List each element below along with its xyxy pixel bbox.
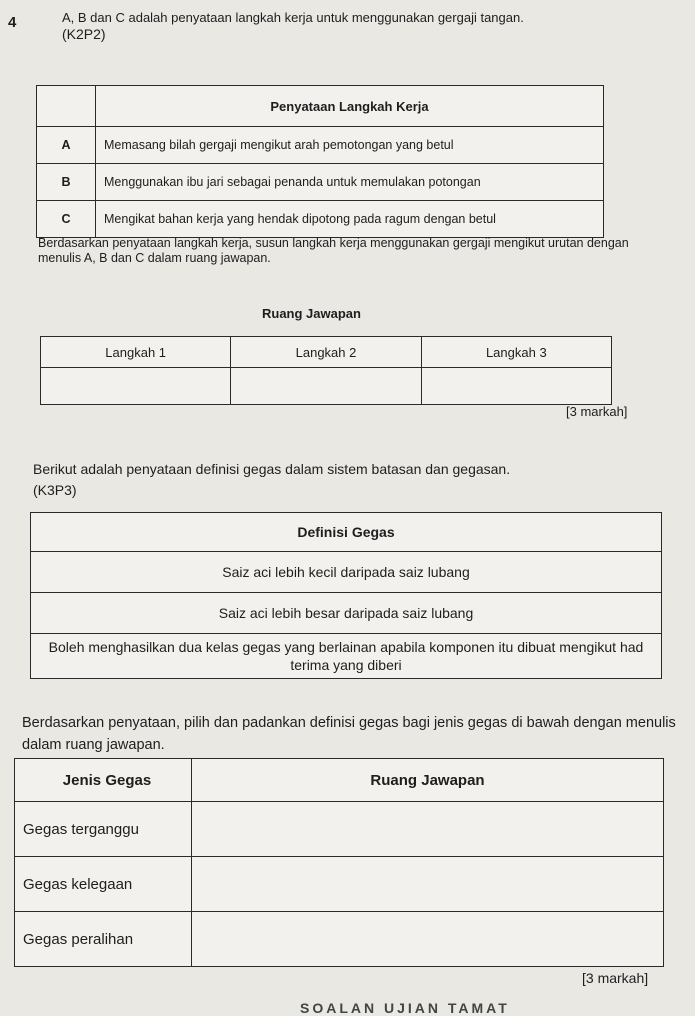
definition-row: Saiz aci lebih kecil daripada saiz lubang xyxy=(31,552,662,593)
table-row xyxy=(15,802,664,857)
question-intro: Berikut adalah penyataan definisi gegas dalam sistem batasan dan gegasan. xyxy=(33,461,511,477)
question-intro: A, B dan C adalah penyataan langkah kerja untuk menggunakan gergaji tangan. xyxy=(62,10,524,25)
row-label: C xyxy=(37,201,96,238)
fit-answer-cell[interactable] xyxy=(192,802,664,857)
table-row xyxy=(37,201,604,238)
fit-type-header: Jenis Gegas xyxy=(15,759,192,802)
question-code: (K3P3) xyxy=(33,482,77,498)
question-instruction: Berdasarkan penyataan, pilih dan padankan definisi gegas bagi jenis gegas di bawah dengan menulis dalam ruang jawapan. xyxy=(22,715,676,753)
step-2-header: Langkah 2 xyxy=(231,337,421,368)
definition-row: Boleh menghasilkan dua kelas gegas yang berlainan apabila komponen itu dibuat mengikut had terima yang diberi xyxy=(31,634,662,679)
answer-space-title: Ruang Jawapan xyxy=(262,306,361,321)
marks-label: [3 markah] xyxy=(566,404,628,419)
table-row xyxy=(37,164,604,201)
answer-space-header: Ruang Jawapan xyxy=(192,759,664,802)
question-instruction: Berdasarkan penyataan langkah kerja, susun langkah kerja menggunakan gergaji mengikut urutan dengan menulis A, B dan C dalam ruang jawapan. xyxy=(38,236,629,265)
step-3-answer[interactable] xyxy=(421,368,611,405)
step-2-answer[interactable] xyxy=(231,368,421,405)
table-row xyxy=(15,912,664,967)
question-number: 4 xyxy=(8,14,17,31)
corner-cell xyxy=(37,86,96,127)
row-label: A xyxy=(37,127,96,164)
question-code: (K2P2) xyxy=(62,26,106,42)
row-text: Memasang bilah gergaji mengikut arah pemotongan yang betul xyxy=(96,127,604,164)
fit-answer-table xyxy=(14,758,664,967)
row-text: Mengikat bahan kerja yang hendak dipotong pada ragum dengan betul xyxy=(96,201,604,238)
answer-steps-table xyxy=(40,336,612,405)
fit-type: Gegas kelegaan xyxy=(15,857,192,912)
definition-row: Saiz aci lebih besar daripada saiz lubang xyxy=(31,593,662,634)
table-row xyxy=(37,127,604,164)
marks-label: [3 markah] xyxy=(582,970,649,986)
fit-type: Gegas peralihan xyxy=(15,912,192,967)
table-header: Penyataan Langkah Kerja xyxy=(96,86,604,127)
footer-text: SOALAN UJIAN TAMAT xyxy=(300,1000,510,1016)
step-3-header: Langkah 3 xyxy=(421,337,611,368)
table-row xyxy=(15,857,664,912)
fit-answer-cell[interactable] xyxy=(192,857,664,912)
step-1-header: Langkah 1 xyxy=(41,337,231,368)
table-header: Definisi Gegas xyxy=(31,513,662,552)
fit-type: Gegas terganggu xyxy=(15,802,192,857)
row-label: B xyxy=(37,164,96,201)
step-1-answer[interactable] xyxy=(41,368,231,405)
row-text: Menggunakan ibu jari sebagai penanda untuk memulakan potongan xyxy=(96,164,604,201)
fit-definition-table xyxy=(30,512,662,679)
work-steps-table xyxy=(36,85,604,238)
fit-answer-cell[interactable] xyxy=(192,912,664,967)
